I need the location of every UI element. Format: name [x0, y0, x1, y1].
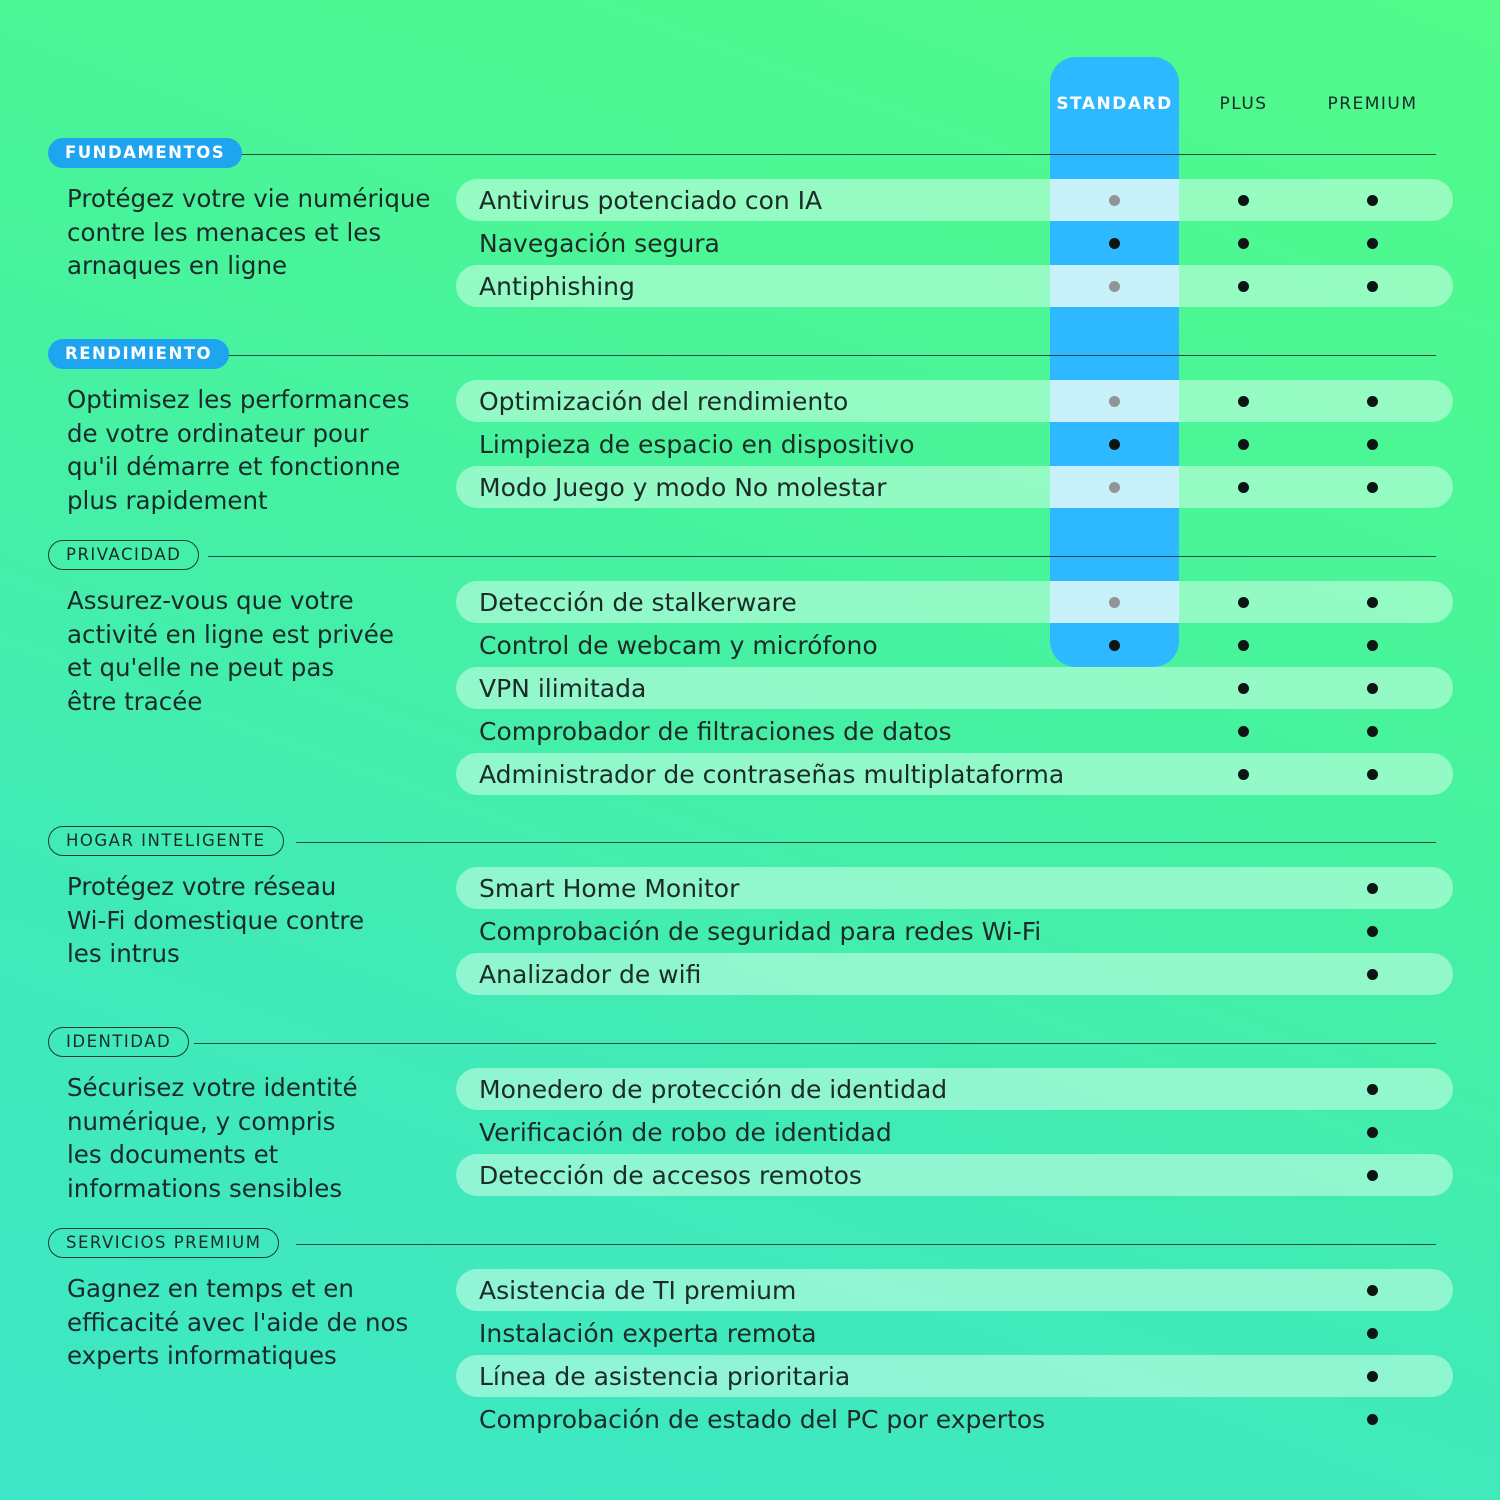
- feature-row: [456, 910, 1453, 952]
- section-description-line: experts informatiques: [67, 1341, 337, 1370]
- feature-row: [456, 265, 1453, 307]
- feature-label: Optimización del rendimiento: [479, 387, 849, 416]
- feature-row: [456, 1312, 1453, 1354]
- section-description: [67, 1071, 442, 1205]
- feature-label: Analizador de wifi: [479, 960, 702, 989]
- included-dot-plus: [1238, 281, 1249, 292]
- feature-label: Detección de stalkerware: [479, 588, 797, 617]
- included-dot-premium: [1367, 640, 1378, 651]
- feature-row: [456, 466, 1453, 508]
- included-dot-plus: [1238, 683, 1249, 694]
- feature-row: [456, 867, 1453, 909]
- feature-row: [456, 753, 1453, 795]
- feature-label: Limpieza de espacio en dispositivo: [479, 430, 915, 459]
- included-dot-plus: [1238, 482, 1249, 493]
- feature-label: Línea de asistencia prioritaria: [479, 1362, 851, 1391]
- included-dot-premium: [1367, 1084, 1378, 1095]
- feature-row: [456, 667, 1453, 709]
- section-tag: IDENTIDAD: [48, 1027, 189, 1057]
- included-dot-premium: [1367, 1285, 1378, 1296]
- included-dot-premium: [1367, 1328, 1378, 1339]
- section-description-line: Gagnez en temps et en: [67, 1274, 354, 1303]
- section-description-line: de votre ordinateur pour: [67, 418, 369, 448]
- included-dot-premium: [1367, 769, 1378, 780]
- feature-label: Comprobador de filtraciones de datos: [479, 717, 952, 746]
- section-description: [67, 870, 442, 971]
- section-description-line: et qu'elle ne peut pas: [67, 653, 335, 682]
- included-dot-premium: [1367, 926, 1378, 937]
- section-description-line: informations sensibles: [67, 1173, 343, 1203]
- feature-label: Control de webcam y micrófono: [479, 631, 878, 660]
- section-tag: PRIVACIDAD: [48, 540, 199, 570]
- feature-row: [456, 1111, 1453, 1153]
- feature-label: Modo Juego y modo No molestar: [479, 473, 887, 502]
- feature-label: Verificación de robo de identidad: [479, 1118, 892, 1147]
- section-description-line: Sécurisez votre identité: [67, 1073, 358, 1102]
- included-dot-premium: [1367, 1127, 1378, 1138]
- section-description-line: Assurez-vous que votre: [67, 586, 354, 615]
- standard-row-highlight: [1050, 265, 1179, 307]
- section-description: [67, 584, 442, 718]
- feature-label: Instalación experta remota: [479, 1319, 817, 1348]
- included-dot-premium: [1367, 1371, 1378, 1382]
- column-header-plus: PLUS: [1219, 94, 1268, 114]
- feature-label: Monedero de protección de identidad: [479, 1075, 948, 1104]
- section-divider: [296, 842, 1436, 843]
- included-dot-plus: [1238, 396, 1249, 407]
- included-dot-premium: [1367, 439, 1378, 450]
- section-description-line: Protégez votre vie numérique: [67, 184, 431, 213]
- feature-row: [456, 1355, 1453, 1397]
- feature-row: [456, 1154, 1453, 1196]
- column-header-premium: PREMIUM: [1327, 94, 1418, 114]
- column-header-standard: STANDARD: [1056, 94, 1173, 114]
- section-tag: RENDIMIENTO: [48, 339, 229, 369]
- feature-label: Asistencia de TI premium: [479, 1276, 797, 1305]
- feature-label: Comprobación de estado del PC por expertos: [479, 1405, 1046, 1434]
- section-divider: [240, 154, 1436, 155]
- section-description-line: Protégez votre réseau: [67, 872, 337, 901]
- section-description-line: efficacité avec l'aide de nos: [67, 1307, 409, 1337]
- section-divider: [208, 556, 1436, 557]
- feature-row: [456, 710, 1453, 752]
- standard-row-highlight: [1050, 380, 1179, 422]
- section-description-line: qu'il démarre et fonctionne: [67, 452, 401, 481]
- feature-label: Administrador de contraseñas multiplataforma: [479, 760, 1065, 789]
- feature-label: Comprobación de seguridad para redes Wi-Fi: [479, 917, 1042, 946]
- included-dot-plus: [1238, 640, 1249, 651]
- section-description: [67, 182, 442, 283]
- included-dot-premium: [1367, 238, 1378, 249]
- section-description-line: arnaques en ligne: [67, 251, 288, 280]
- feature-row: [456, 1269, 1453, 1311]
- section-tag: FUNDAMENTOS: [48, 138, 242, 168]
- included-dot-premium: [1367, 396, 1378, 407]
- section-description-line: être tracée: [67, 686, 203, 716]
- included-dot-premium: [1367, 883, 1378, 894]
- included-dot-plus: [1238, 726, 1249, 737]
- feature-label: Antivirus potenciado con IA: [479, 186, 823, 215]
- included-dot-premium: [1367, 726, 1378, 737]
- section-tag: HOGAR INTELIGENTE: [48, 826, 284, 856]
- section-divider: [194, 1043, 1436, 1044]
- feature-row: [456, 380, 1453, 422]
- included-dot-premium: [1367, 969, 1378, 980]
- feature-row: [456, 423, 1453, 465]
- section-description: [67, 1272, 442, 1373]
- included-dot-standard: [1109, 439, 1120, 450]
- section-description: [67, 383, 442, 517]
- included-dot-premium: [1367, 683, 1378, 694]
- section-description-line: les intrus: [67, 939, 180, 968]
- included-dot-premium: [1367, 1170, 1378, 1181]
- feature-label: VPN ilimitada: [479, 674, 647, 703]
- standard-row-highlight: [1050, 581, 1179, 623]
- included-dot-premium: [1367, 482, 1378, 493]
- standard-row-highlight: [1050, 466, 1179, 508]
- section-description-line: numérique, y compris: [67, 1106, 336, 1136]
- section-description-line: activité en ligne est privée: [67, 619, 394, 649]
- feature-label: Smart Home Monitor: [479, 874, 740, 903]
- included-dot-plus: [1238, 238, 1249, 249]
- section-tag: SERVICIOS PREMIUM: [48, 1228, 279, 1258]
- section-description-line: Wi-Fi domestique contre: [67, 905, 365, 935]
- feature-row: [456, 1398, 1453, 1440]
- feature-row: [456, 624, 1453, 666]
- included-dot-premium: [1367, 195, 1378, 206]
- feature-label: Navegación segura: [479, 229, 720, 258]
- included-dot-plus: [1238, 439, 1249, 450]
- feature-row: [456, 179, 1453, 221]
- included-dot-plus: [1238, 195, 1249, 206]
- feature-label: Detección de accesos remotos: [479, 1161, 862, 1190]
- included-dot-standard: [1109, 238, 1120, 249]
- standard-row-highlight: [1050, 179, 1179, 221]
- included-dot-plus: [1238, 597, 1249, 608]
- included-dot-standard: [1109, 640, 1120, 651]
- feature-row: [456, 953, 1453, 995]
- section-description-line: les documents et: [67, 1140, 279, 1169]
- included-dot-plus: [1238, 769, 1249, 780]
- feature-row: [456, 581, 1453, 623]
- included-dot-premium: [1367, 597, 1378, 608]
- section-divider: [296, 1244, 1436, 1245]
- section-description-line: plus rapidement: [67, 485, 268, 515]
- standard-column-highlight: [1050, 57, 1179, 667]
- included-dot-premium: [1367, 1414, 1378, 1425]
- section-description-line: Optimisez les performances: [67, 385, 410, 414]
- feature-label: Antiphishing: [479, 272, 635, 301]
- feature-row: [456, 1068, 1453, 1110]
- section-description-line: contre les menaces et les: [67, 217, 382, 247]
- section-divider: [224, 355, 1436, 356]
- included-dot-premium: [1367, 281, 1378, 292]
- feature-row: [456, 222, 1453, 264]
